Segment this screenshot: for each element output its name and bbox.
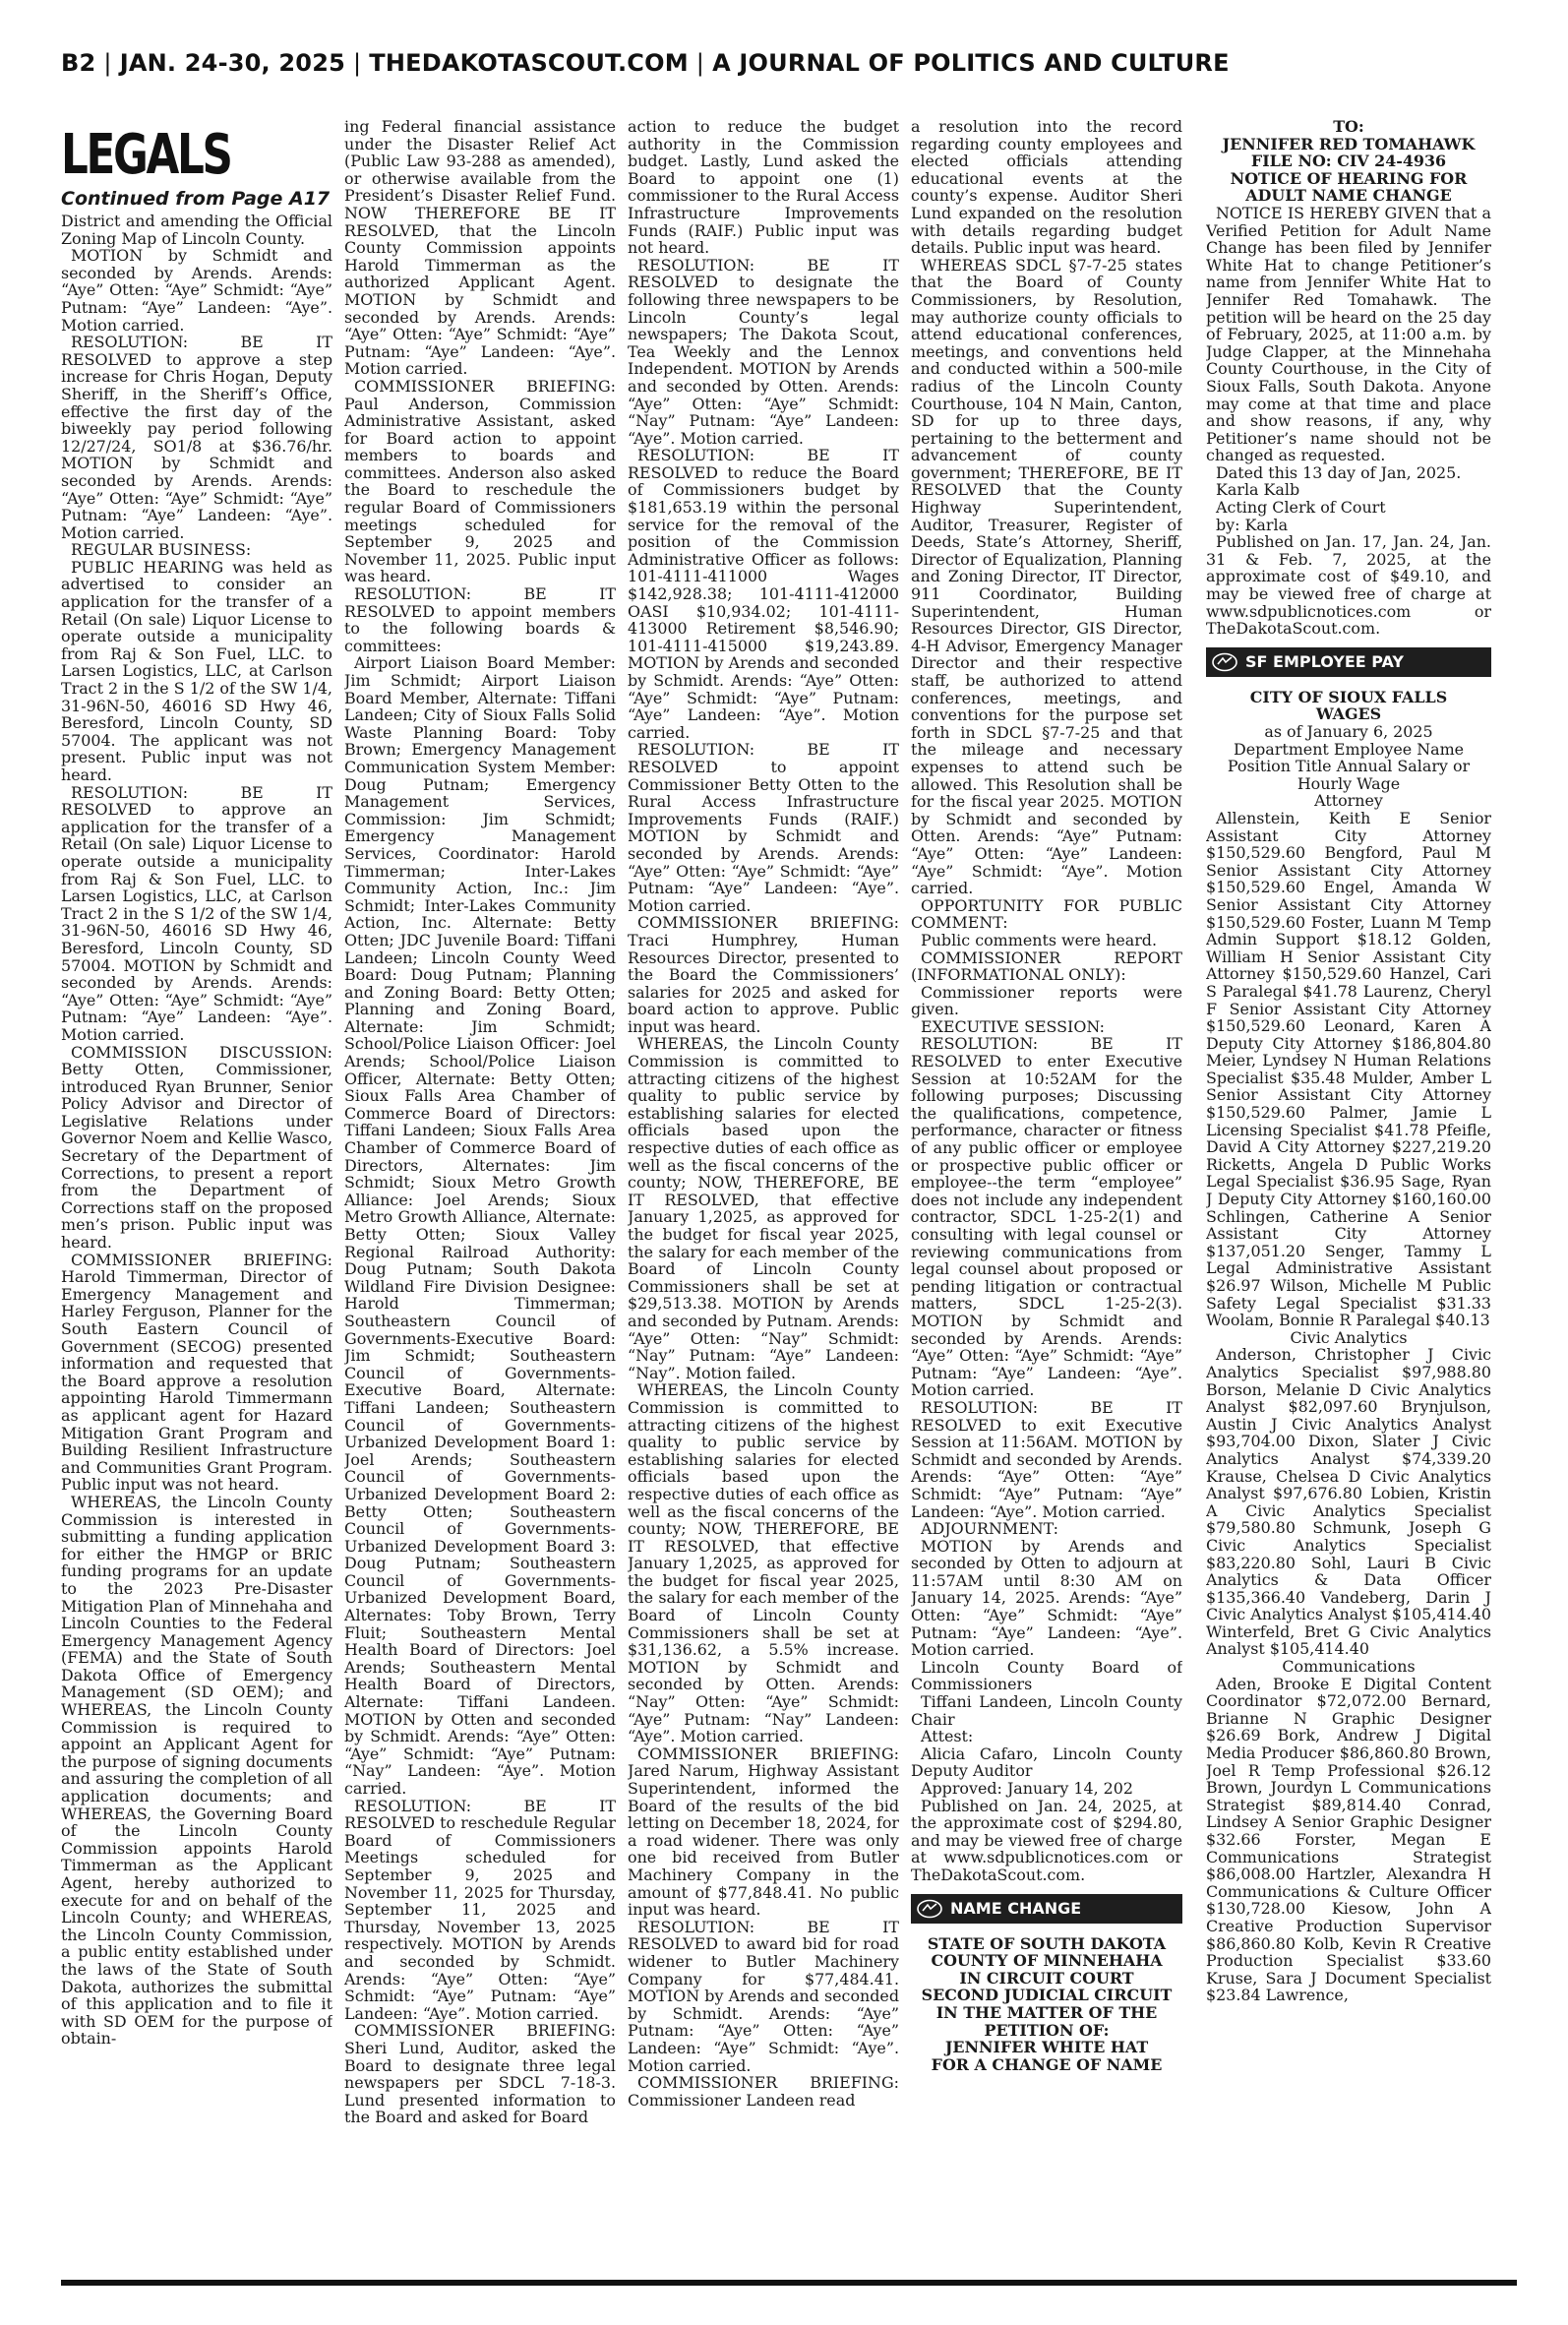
- paragraph: MOTION by Arends and seconded by Otten to adjourn at 11:57AM until 8:30 AM on January 14, 2025. Arends: “Aye” Otten: “Aye” Schmidt: “Aye” Putnam: “Aye” Landeen: “Aye”. Motion carried.: [911, 1536, 1182, 1660]
- paragraph: COMMISSIONER BRIEFING: Harold Timmerman, Director of Emergency Management and Harley Ferguson, Planner for the South Eastern Council of Government (SECOG) presented information and requested that the Board approve a resolution appointing Harold Timmermann as applicant agent for Hazard Mitigation Grant Program and Building Resilient Infrastructure and Communities Grant Program. Public input was not heard.: [61, 1250, 332, 1495]
- paragraph: Dated this 13 day of Jan, 2025.: [1216, 462, 1462, 482]
- paragraph: Attest:: [921, 1727, 974, 1746]
- wage-listing: Aden, Brooke E Digital Content Coordinator $72,072.00 Bernard, Brianne N Graphic Designer $26.69 Bork, Andrew J Digital Media Producer $86,860.80 Brown, Joel R Temp Professional $26.12 Brown, Jourdyn L Communications Strategist $89,814.40 Conrad, Lindsey A Senior Graphic Designer $32.66 Forster, Megan E Communications Strategist $86,008.00 Hartzler, Alexandra H Communications & Culture Officer $130,728.00 Kiesow, John A Creative Production Supervisor $86,860.80 Kolb, Kevin R Creative Production Specialist $33.60 Kruse, Sara J Document Specialist $23.84 Lawrence,: [1206, 1674, 1491, 2005]
- department-title: Communications: [1282, 1657, 1416, 1677]
- paragraph: Published on Jan. 24, 2025, at the approximate cost of $294.80, and may be viewed free of charge at www.sdpublicnotices.com or TheDakotaScout.com.: [911, 1796, 1182, 1884]
- paragraph: Acting Clerk of Court: [1216, 498, 1386, 518]
- header-separator: |: [695, 49, 705, 77]
- paragraph: a resolution into the record regarding county employees and elected officials attending educational events at the county’s expense. Auditor Sheri Lund expanded on the resolution with details regarding budget details. Public input was heard.: [911, 118, 1182, 258]
- subheading-line: as of January 6, 2025: [1264, 722, 1433, 741]
- section-bar-label: NAME CHANGE: [950, 1898, 1082, 1918]
- column-5: [1206, 118, 1491, 2278]
- paragraph: NOTICE IS HEREBY GIVEN that a Verified Petition for Adult Name Change has been filed by Jennifer White Hat to change Petitioner’s name from Jennifer White Hat to Jennifer Red Tomahawk. The petition will be heard on the 25 day of February, 2025, at 11:00 a.m. by Judge Clapper, at the Minnehaha County Courthouse, in the City of Sioux Falls, South Dakota. Anyone may come at that time and place and show reasons, if any, why Petitioner’s name should not be changed as requested.: [1206, 203, 1491, 465]
- heading-line: SECOND JUDICIAL CIRCUIT: [921, 1986, 1173, 2005]
- paragraph: EXECUTIVE SESSION:: [921, 1016, 1106, 1036]
- section-bar-label: SF EMPLOYEE PAY: [1245, 652, 1404, 672]
- heading-line: IN THE MATTER OF THE: [935, 2002, 1158, 2022]
- heading-line: JENNIFER WHITE HAT: [944, 2038, 1149, 2057]
- section-bar-name-change: [911, 1894, 1182, 1924]
- section-bar-employee-pay: [1206, 647, 1491, 677]
- paragraph: RESOLUTION: BE IT RESOLVED to enter Executive Session at 10:52AM for the following purposes; Discussing the qualifications, competence, performance, character or fitness of any public officer or employee or prospective public officer or employee--the term “employee” does not include any independent contractor, SDCL 1-25-2(1) and consulting with legal counsel or reviewing communications from legal counsel about proposed or pending litigation or contractual matters, SDCL 1-25-2(3). MOTION by Schmidt and seconded by Arends. Arends: “Aye” Otten: “Aye” Schmidt: “Aye” Putnam: “Aye” Landeen: “Aye”. Motion carried.: [911, 1034, 1182, 1400]
- paragraph: Commissioner reports were given.: [911, 982, 1182, 1019]
- paragraph: RESOLUTION: BE IT RESOLVED to appoint members to the following boards & committees:: [344, 584, 616, 655]
- paragraph: RESOLUTION: BE IT RESOLVED to reschedule Regular Board of Commissioners Meetings scheduled for September 9, 2025 and November 11, 2025 for Thursday, September 11, 2025 and Thursday, November 13, 2025 respectively. MOTION by Arends and seconded by Schmidt. Arends: “Aye” Otten: “Aye” Schmidt: “Aye” Putnam: “Aye” Landeen: “Aye”. Motion carried.: [344, 1796, 616, 2023]
- paragraph: ing Federal financial assistance under the Disaster Relief Act (Public Law 93-288 as amended), or otherwise available from the President’s Disaster Relief Fund. NOW THEREFORE BE IT RESOLVED, that the Lincoln County Commission appoints Harold Timmerman as the authorized Applicant Agent. MOTION by Schmidt and seconded by Arends. Arends: “Aye” Otten: “Aye” Schmidt: “Aye” Putnam: “Aye” Landeen: “Aye”. Motion carried.: [344, 118, 616, 379]
- scout-logo-icon: [1210, 650, 1239, 674]
- department-title: Attorney: [1314, 791, 1383, 811]
- footer-rule: [61, 2280, 1517, 2286]
- heading-line: ADULT NAME CHANGE: [1245, 186, 1452, 206]
- paragraph: Approved: January 14, 202: [921, 1779, 1134, 1798]
- paragraph: COMMISSIONER BRIEFING: Paul Anderson, Commission Administrative Assistant, asked for Board action to appoint members to boards and committees. Anderson also asked the Board to reschedule the regular Board of Commissioners meetings scheduled for September 9, 2025 and November 11, 2025. Public input was heard.: [344, 376, 616, 586]
- department-title: Civic Analytics: [1290, 1327, 1408, 1347]
- heading-line: FOR A CHANGE OF NAME: [931, 2054, 1163, 2074]
- heading-line: STATE OF SOUTH DAKOTA: [927, 1933, 1167, 1953]
- paragraph: COMMISSION DISCUSSION: Betty Otten, Commissioner, introduced Ryan Brunner, Senior Policy Advisor and Director of Legislative Relations under Governor Noem and Kellie Wasco, Secretary of the Department of Corrections, to present a report from the Department of Corrections staff on the proposed men’s prison. Public input was heard.: [61, 1042, 332, 1253]
- heading-line: NOTICE OF HEARING FOR: [1230, 168, 1468, 188]
- page-header: [61, 49, 1517, 77]
- paragraph: WHEREAS, the Lincoln County Commission is interested in submitting a funding application for either the HMGP or BRIC funding programs for an update to the 2023 Pre-Disaster Mitigation Plan of Minnehaha and Lincoln Counties to the Federal Emergency Management Agency (FEMA) and the State of South Dakota Office of Emergency Management (SD OEM); and WHEREAS, the Lincoln County Commission is required to appoint an Applicant Agent for the purpose of signing documents and assuring the completion of all application documents; and WHEREAS, the Governing Board of the Lincoln County Commission appoints Harold Timmerman as the Applicant Agent, hereby authorized to execute for and on behalf of the Lincoln County; and WHEREAS, the Lincoln County Commission, a public entity established under the laws of the State of South Dakota, authorizes the submittal of this application and to file it with SD OEM for the purpose of obtain-: [61, 1492, 332, 2049]
- paragraph: Lincoln County Board of Commissioners: [911, 1657, 1182, 1694]
- scout-logo-icon: [915, 1897, 944, 1921]
- paragraph: RESOLUTION: BE IT RESOLVED to designate the following three newspapers to be Lincoln County’s legal newspapers; The Dakota Scout, Tea Weekly and the Lennox Independent. MOTION by Arends and seconded by Otten. Arends: “Aye” Otten: “Aye” Schmidt: “Nay” Putnam: “Aye” Landeen: “Aye”. Motion carried.: [628, 255, 899, 448]
- heading-line: FILE NO: CIV 24-4936: [1250, 152, 1447, 171]
- paragraph: COMMISSIONER REPORT (INFORMATIONAL ONLY):: [911, 948, 1182, 985]
- wage-listing: Anderson, Christopher J Civic Analytics Specialist $97,988.80 Borson, Melanie D Civic Analytics Analyst $82,097.60 Brynjulson, Austin J Civic Analytics Analyst $93,704.00 Dixon, Slater J Civic Analytics Analyst $74,339.20 Krause, Chelsea D Civic Analytics Analyst $97,676.80 Lobien, Kristin A Civic Analytics Specialist $79,580.80 Schmunk, Joseph G Civic Analytics Specialist $83,220.80 Sohl, Lauri B Civic Analytics & Data Officer $135,366.40 Vandeberg, Darin J Civic Analytics Analyst $105,414.40 Winterfeld, Bret G Civic Analytics Analyst $105,414.40: [1206, 1345, 1491, 1659]
- paragraph: OPPORTUNITY FOR PUBLIC COMMENT:: [911, 895, 1182, 933]
- paragraph: Airport Liaison Board Member: Jim Schmidt; Airport Liaison Board Member, Alternate: Tiffani Landeen; City of Sioux Falls Solid Waste Planning Board: Toby Brown; Emergency Management Communication System Member: Doug Putnam; Emergency Management Services, Commission: Jim Schmidt; Emergency Management Services, Coordinator: Harold Timmerman; Inter-Lakes Community Action, Inc.: Jim Schmidt; Inter-Lakes Community Action, Inc. Alternate: Betty Otten; JDC Juvenile Board: Tiffani Landeen; Lincoln County Weed Board: Doug Putnam; Planning and Zoning Board: Betty Otten; Planning and Zoning Board, Alternate: Jim Schmidt; School/Police Liaison Officer: Joel Arends; School/Police Liaison Officer, Alternate: Betty Otten; Sioux Falls Area Chamber of Commerce Board of Directors: Tiffani Landeen; Sioux Falls Area Chamber of Commerce Board of Directors, Alternates: Jim Schmidt; Sioux Metro Growth Alliance: Joel Arends; Sioux Metro Growth Alliance, Alternate: Betty Otten; Sioux Valley Regional Railroad Authority: Doug Putnam; South Dakota Wildland Fire Division Designee: Harold Timmerman; Southeastern Council of Governments-Executive Board: Jim Schmidt; Southeastern Council of Governments-Executive Board, Alternate: Tiffani Landeen; Southeastern Council of Governments-Urbanized Development Board 1: Joel Arends; Southeastern Council of Governments-Urbanized Development Board 2: Betty Otten; Southeastern Council of Governments-Urbanized Development Board 3: Doug Putnam; Southeastern Council of Governments-Urbanized Development Board, Alternates: Toby Brown, Terry Fluit; Southeastern Mental Health Board of Directors: Joel Arends; Southeastern Mental Health Board of Directors, Alternate: Tiffani Landeen. MOTION by Otten and seconded by Schmidt. Arends: “Aye” Otten: “Aye” Schmidt: “Aye” Putnam: “Nay” Landeen: “Aye”. Motion carried.: [344, 653, 616, 1798]
- paragraph: REGULAR BUSINESS:: [71, 540, 252, 560]
- column-1-body: [61, 213, 332, 2048]
- subheading-line: Department Employee Name: [1233, 739, 1465, 759]
- paragraph: COMMISSIONER BRIEFING: Sheri Lund, Auditor, asked the Board to designate three legal newspapers per SDCL 7-18-3. Lund presented information to the Board and asked for Board: [344, 2021, 616, 2127]
- paragraph: Karla Kalb: [1216, 480, 1300, 500]
- paragraph: PUBLIC HEARING was held as advertised to consider an application for the transfer of a Retail (On sale) Liquor License to operate outside a municipality from Raj & Son Fuel, LLC. to Larsen Logistics, LLC, at Carlson Tract 2 in the S 1/2 of the SW 1/4, 31-96N-50, 46016 SD Hwy 46, Beresford, Lincoln County, SD 57004. The applicant was not present. Public input was not heard.: [61, 557, 332, 784]
- site-name: THEDAKOTASCOUT.COM: [369, 49, 689, 77]
- paragraph: RESOLUTION: BE IT RESOLVED to reduce the Board of Commissioners budget by $181,653.19 within the personal service for the removal of the position of the Commission Administrative Officer as follows: 101-4111-411000 Wages $142,928.38; 101-4111-412000 OASI $10,934.02; 101-4111-413000 Retirement $8,546.90; 101-4111-415000 $19,243.89. MOTION by Arends and seconded by Schmidt. Arends: “Aye” Otten: “Aye” Schmidt: “Aye” Putnam: “Aye” Landeen: “Aye”. Motion carried.: [628, 446, 899, 742]
- paragraph: RESOLUTION: BE IT RESOLVED to exit Executive Session at 11:56AM. MOTION by Schmidt and seconded by Arends. Arends: “Aye” Otten: “Aye” Schmidt: “Aye” Putnam: “Aye” Landeen: “Aye”. Motion carried.: [911, 1397, 1182, 1521]
- paragraph: WHEREAS SDCL §7-7-25 states that the Board of County Commissioners, by Resolution, may authorize county officials to attend educational conferences, meetings, and conventions held and conducted within a 500-mile radius of the Lincoln County Courthouse, 104 N Main, Canton, SD for up to three days, pertaining to the betterment and advancement of county government; THEREFORE, BE IT RESOLVED that the County Highway Superintendent, Auditor, Treasurer, Register of Deeds, State’s Attorney, Sheriff, Director of Equalization, Planning and Zoning Director, IT Director, 911 Coordinator, Building Superintendent, Human Resources Director, GIS Director, 4-H Advisor, Emergency Manager Director and their respective staff, be authorized to attend conferences, meetings, and conventions for the purpose set forth in SDCL §7-7-25 and that the mileage and necessary expenses to attend such be allowed. This Resolution shall be for the fiscal year 2025. MOTION by Schmidt and seconded by Otten. Arends: “Aye” Putnam: “Aye” Otten: “Aye” Landeen: “Aye” Schmidt: “Aye”. Motion carried.: [911, 255, 1182, 898]
- paragraph: RESOLUTION: BE IT RESOLVED to appoint Commissioner Betty Otten to the Rural Access Infrastructure Improvements Funds (RAIF.) MOTION by Schmidt and seconded by Arends. Arends: “Aye” Otten: “Aye” Schmidt: “Aye” Putnam: “Aye” Landeen: “Aye”. Motion carried.: [628, 740, 899, 915]
- paragraph: COMMISSIONER BRIEFING: Jared Narum, Highway Assistant Superintendent, informed the Board of the results of the bid letting on December 18, 2024, for a road widener. There was only one bid received from Butler Machinery Company in the amount of $77,848.41. No public input was heard.: [628, 1744, 899, 1920]
- paragraph: Public comments were heard.: [921, 930, 1158, 949]
- heading-line: PETITION OF:: [984, 2020, 1110, 2040]
- heading-line: JENNIFER RED TOMAHAWK: [1222, 134, 1476, 153]
- paragraph: WHEREAS, the Lincoln County Commission is committed to attracting citizens of the highest quality to public service by establishing salaries for elected officials based upon the respective duties of each office as well as the fiscal concerns of the county; NOW, THEREFORE, BE IT RESOLVED, that effective January 1,2025, as approved for the budget for fiscal year 2025, the salary for each member of the Board of Lincoln County Commissioners shall be set at $29,513.38. MOTION by Arends and seconded by Putnam. Arends: “Aye” Otten: “Nay” Schmidt: “Nay” Putnam: “Aye” Landeen: “Nay”. Motion failed.: [628, 1034, 899, 1382]
- heading-line: CITY OF SIOUX FALLS: [1249, 687, 1448, 706]
- paragraph: action to reduce the budget authority in the Commission budget. Lastly, Lund asked the Board to appoint one (1) commissioner to the Rural Access Infrastructure Improvements Funds (RAIF.) Public input was not heard.: [628, 118, 899, 258]
- subheading-line: Hourly Wage: [1297, 773, 1401, 793]
- header-separator: |: [353, 49, 362, 77]
- paragraph: MOTION by Schmidt and seconded by Arends. Arends: “Aye” Otten: “Aye” Schmidt: “Aye” Putnam: “Aye” Landeen: “Aye”. Motion carried.: [61, 246, 332, 335]
- column-2: [344, 118, 616, 2278]
- continued-note: Continued from Page A17: [61, 188, 331, 210]
- wage-listing: Allenstein, Keith E Senior Assistant City Attorney $150,529.60 Bengford, Paul M Senior Assistant City Attorney $150,529.60 Engel, Amanda W Senior Assistant City Attorney $150,529.60 Foster, Luann M Temp Admin Support $18.12 Golden, William H Senior Assistant City Attorney $150,529.60 Hanzel, Cari S Paralegal $41.78 Laurenz, Cheryl F Senior Assistant City Attorney $150,529.60 Leonard, Karen A Deputy City Attorney $186,804.80 Meier, Lyndsey N Human Relations Specialist $35.48 Mulder, Amber L Senior Assistant City Attorney $150,529.60 Palmer, Jamie L Licensing Specialist $41.78 Pfeifle, David A City Attorney $227,219.20 Ricketts, Angela D Public Works Legal Specialist $36.95 Sage, Ryan J Deputy City Attorney $160,160.00 Schlingen, Catherine A Senior Assistant City Attorney $137,051.20 Senger, Tammy L Legal Administrative Assistant $26.97 Wilson, Michelle M Public Safety Legal Specialist $31.33 Woolam, Bonnie R Paralegal $40.13: [1206, 808, 1491, 1330]
- paragraph: Tiffani Landeen, Lincoln County Chair: [911, 1692, 1182, 1729]
- paragraph: WHEREAS, the Lincoln County Commission is committed to attracting citizens of the highest quality to public service by establishing salaries for elected officials based upon the respective duties of each office as well as the fiscal concerns of the county; NOW, THEREFORE, BE IT RESOLVED, that effective January 1,2025, as approved for the budget for fiscal year 2025, the salary for each member of the Board of Lincoln County Commissioners shall be set at $31,136.62, a 5.5% increase. MOTION by Schmidt and seconded by Otten. Arends: “Nay” Otten: “Aye” Schmidt: “Aye” Putnam: “Nay” Landeen: “Aye”. Motion carried.: [628, 1380, 899, 1746]
- heading-line: TO:: [1333, 118, 1364, 136]
- header-separator: |: [103, 49, 112, 77]
- paragraph: Published on Jan. 17, Jan. 24, Jan. 31 & Feb. 7, 2025, at the approximate cost of $49.10, and may be viewed free of charge at www.sdpublicnotices.com or TheDakotaScout.com.: [1206, 532, 1491, 639]
- paragraph: District and amending the Official Zoning Map of Lincoln County.: [61, 212, 332, 248]
- paragraph: RESOLUTION: BE IT RESOLVED to approve a step increase for Chris Hogan, Deputy Sheriff, in the Sheriff’s Office, effective the first day of the biweekly pay period following 12/27/24, SO1/8 at $36.76/hr. MOTION by Schmidt and seconded by Arends. Arends: “Aye” Otten: “Aye” Schmidt: “Aye” Putnam: “Aye” Landeen: “Aye”. Motion carried.: [61, 333, 332, 542]
- paragraph: by: Karla: [1216, 515, 1289, 534]
- paragraph: COMMISSIONER BRIEFING: Traci Humphrey, Human Resources Director, presented to the Board the Commissioners’ salaries for 2025 and asked for board action to approve. Public input was heard.: [628, 913, 899, 1036]
- heading-line: WAGES: [1315, 704, 1382, 724]
- section-title: LEGALS: [61, 126, 231, 187]
- paragraph: RESOLUTION: BE IT RESOLVED to award bid for road widener to Butler Machinery Company for $77,484.41. MOTION by Arends and seconded by Schmidt. Arends: “Aye” Putnam: “Aye” Otten: “Aye” Landeen: “Aye” Schmidt: “Aye”. Motion carried.: [628, 1917, 899, 2075]
- tagline: A JOURNAL OF POLITICS AND CULTURE: [712, 49, 1230, 77]
- heading-line: IN CIRCUIT COURT: [959, 1968, 1134, 1988]
- column-4: [911, 118, 1182, 2278]
- issue-date: JAN. 24-30, 2025: [119, 49, 345, 77]
- paragraph: ADJOURNMENT:: [921, 1519, 1059, 1539]
- heading-line: COUNTY OF MINNEHAHA: [931, 1951, 1163, 1971]
- paragraph: RESOLUTION: BE IT RESOLVED to approve an application for the transfer of a Retail (On sale) Liquor License to operate outside a municipality from Raj & Son Fuel, LLC. to Larsen Logistics, LLC, at Carlson Tract 2 in the S 1/2 of the SW 1/4, 31-96N-50, 46016 SD Hwy 46, Beresford, Lincoln County, SD 57004. MOTION by Schmidt and seconded by Arends. Arends: “Aye” Otten: “Aye” Schmidt: “Aye” Putnam: “Aye” Landeen: “Aye”. Motion carried.: [61, 782, 332, 1044]
- subheading-line: Position Title Annual Salary or: [1227, 757, 1471, 776]
- page-number: B2: [61, 49, 96, 77]
- paragraph: COMMISSIONER BRIEFING: Commissioner Landeen read: [628, 2073, 899, 2110]
- column-1: [61, 126, 332, 2278]
- column-3: [628, 118, 899, 2278]
- paragraph: Alicia Cafaro, Lincoln County Deputy Auditor: [911, 1744, 1182, 1781]
